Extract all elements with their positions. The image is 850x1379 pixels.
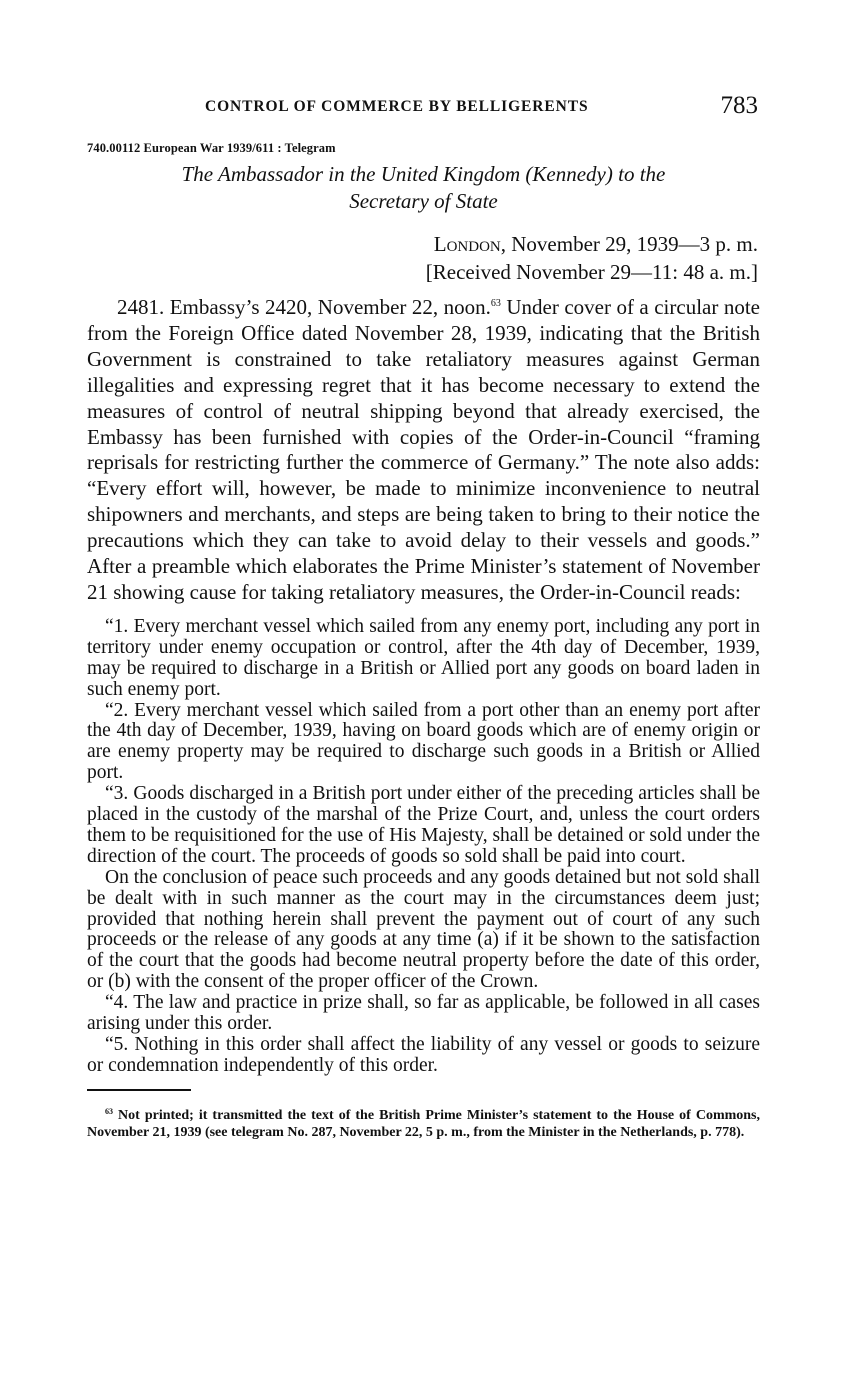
place-and-date (87, 230, 758, 258)
footnote-divider (87, 1089, 191, 1091)
footnote-mark: 63 (105, 1106, 113, 1116)
article-5: “5. Nothing in this order shall affect the liability of any vessel or goods to seizure or condemnation independently of this order. (87, 1034, 760, 1076)
dateline (87, 230, 760, 286)
date-time: , November 29, 1939—3 p. m. (500, 232, 758, 256)
document-title (87, 161, 760, 215)
footnote-reference: 63 (490, 298, 501, 309)
article-4: “4. The law and practice in prize shall, so far as applicable, be followed in all cases arising under this order. (87, 992, 760, 1035)
article-3: “3. Goods discharged in a British port under either of the preceding articles shall be placed in the custody of the marshal of the Prize Court, and, unless the court orders them to be requisitioned for the use of His Majesty, shall be detained or sold under the direction of the court. The proceeds of goods so sold shall be paid into court. (87, 783, 760, 867)
intro-paragraph (87, 291, 760, 606)
article-1: “1. Every merchant vessel which sailed from any enemy port, including any port in territory under enemy occupation or control, after the 4th day of December, 1939, may be required to discharge in a British or Allied port any goods on board laden in such enemy port. (87, 615, 760, 700)
intro-lead: 2481. Embassy’s 2420, November 22, noon. (117, 295, 491, 319)
footnote (87, 1103, 760, 1141)
running-header (87, 92, 760, 126)
title-line-1: The Ambassador in the United Kingdom (Kennedy) to the (181, 162, 666, 186)
file-reference: 740.00112 European War 1939/611 : Telegram (87, 141, 336, 155)
article-2: “2. Every merchant vessel which sailed from a port other than an enemy port after the 4th day of December, 1939, having on board goods which are of enemy origin or are enemy property may be required to discharge such goods in a British or Allied port. (87, 699, 760, 784)
intro-text: Under cover of a circular note from the Foreign Office dated November 28, 1939, indicating that the British Government is constrained to take retaliatory measures against German illegalities and expressing regret that it has become necessary to extend the measures of control of neutral shipping beyond that already exercised, the Embassy has been furnished with copies of the Order-in-Council “framing reprisals for restricting further the commerce of Germany.” The note also adds: “Every effort will, however, be made to minimize inconvenience to neutral shipowners and merchants, and steps are being taken to bring to their notice the precautions which they can take to avoid delay to their vessels and goods.” After a preamble which elaborates the Prime Minister’s statement of November 21 showing cause for taking retaliatory measures, the Order-in-Council reads: (87, 295, 760, 604)
page-number: 783 (720, 92, 758, 119)
place: London (433, 232, 501, 256)
article-3-continued: On the conclusion of peace such proceeds and any goods detained but not sold shall be dealt with in such manner as the court may in the circumstances deem just; provided that nothing herein shall prevent the payment out of court of any such proceeds or the release of any goods at any time (a) if it be shown to the satisfaction of the court that the goods had become neutral property before the date of this order, or (b) with the consent of the proper officer of the Crown. (87, 866, 760, 993)
received-note: [Received November 29—11: 48 a. m.] (425, 260, 758, 284)
footnote-text: Not printed; it transmitted the text of the British Prime Minister’s statement to the House of Commons, November 21, 1939 (see telegram No. 287, November 22, 5 p. m., from the Minister in the Netherlands, p. 778). (87, 1107, 760, 1141)
running-title: CONTROL OF COMMERCE BY BELLIGERENTS (205, 98, 589, 115)
title-line-2: Secretary of State (349, 189, 498, 213)
order-in-council-text (87, 617, 760, 1077)
document-page (87, 92, 760, 1141)
